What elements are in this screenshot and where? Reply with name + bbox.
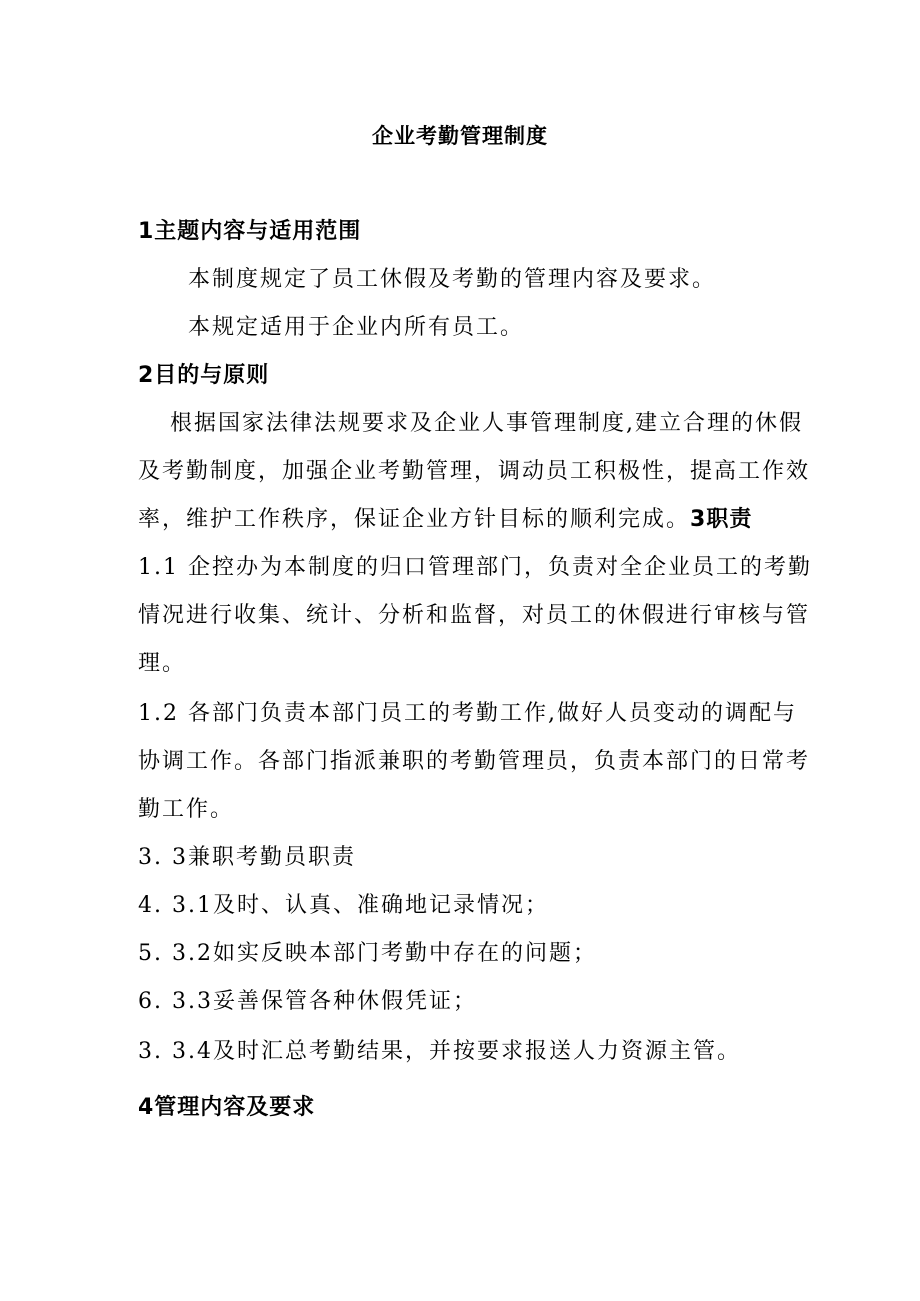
list-item: 6. 3.3妥善保管各种休假凭证； xyxy=(138,989,477,1014)
item-1-1-line-3: 理。 xyxy=(138,651,187,676)
section-2-line-1: 根据国家法律法规要求及企业人事管理制度,建立合理的休假 xyxy=(170,411,803,436)
item-1-1-line-1: 1.1 企控办为本制度的归口管理部门，负责对全企业员工的考勤 xyxy=(138,555,812,580)
list-item: 5. 3.2如实反映本部门考勤中存在的问题； xyxy=(138,941,597,966)
item-1-2-line-3: 勤工作。 xyxy=(138,797,235,822)
item-1-1-line-2: 情况进行收集、统计、分析和监督，对员工的休假进行审核与管 xyxy=(138,603,811,628)
section-2-line-3-text: 率，维护工作秩序，保证企业方针目标的顺利完成。 xyxy=(138,507,691,532)
list-item: 4. 3.1及时、认真、准确地记录情况； xyxy=(138,893,549,918)
section-3-heading: 3职责 xyxy=(690,507,753,532)
item-1-2-line-1: 1.2 各部门负责本部门员工的考勤工作,做好人员变动的调配与 xyxy=(138,701,797,726)
section-2-line-2: 及考勤制度，加强企业考勤管理，调动员工积极性，提高工作效 xyxy=(138,459,811,484)
section-2-line-3 xyxy=(138,504,752,536)
section-4-heading: 4管理内容及要求 xyxy=(138,1095,316,1120)
section-2-heading: 2目的与原则 xyxy=(138,363,270,388)
section-1-paragraph-1: 本制度规定了员工休假及考勤的管理内容及要求。 xyxy=(188,267,717,292)
document-title: 企业考勤管理制度 xyxy=(372,123,548,148)
list-item: 3. 3.4及时汇总考勤结果，并按要求报送人力资源主管。 xyxy=(138,1039,741,1064)
section-1-heading: 1主题内容与适用范围 xyxy=(138,219,362,244)
section-1-paragraph-2: 本规定适用于企业内所有员工。 xyxy=(188,315,525,340)
list-item: 3. 3兼职考勤员职责 xyxy=(138,845,356,870)
item-1-2-line-2: 协调工作。各部门指派兼职的考勤管理员，负责本部门的日常考 xyxy=(138,749,811,774)
